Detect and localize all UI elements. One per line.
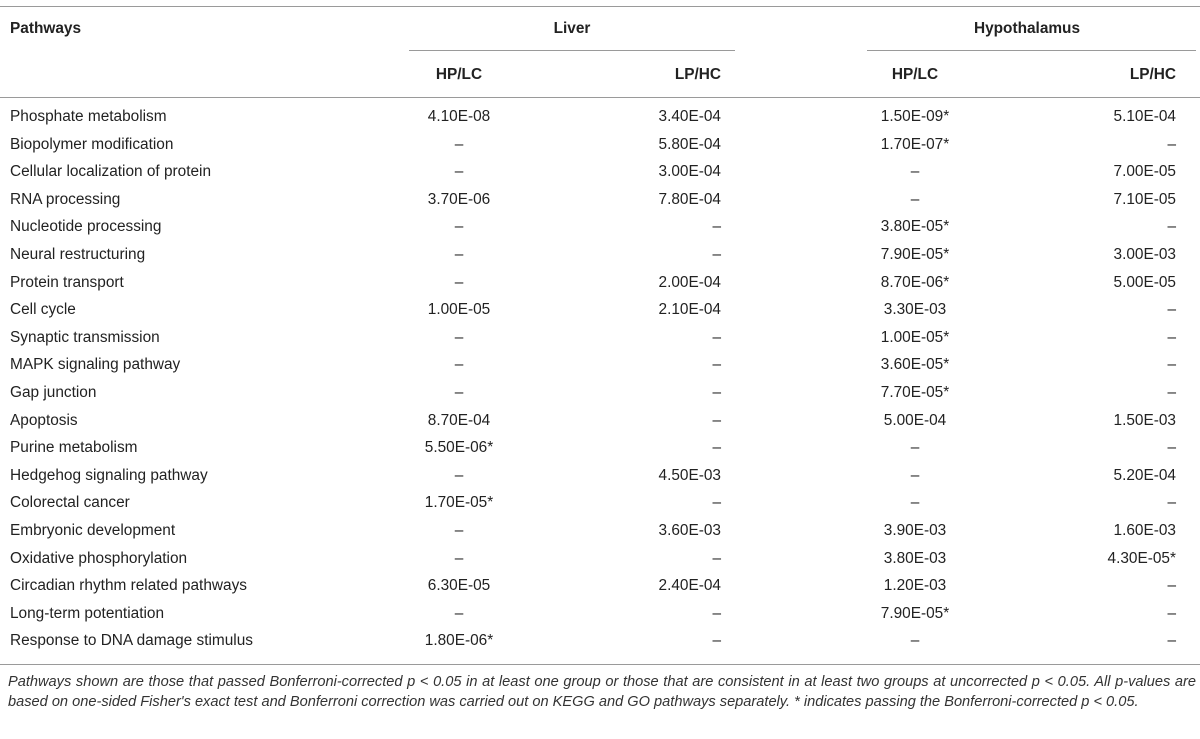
pathway-name: Cell cycle: [10, 301, 76, 318]
cell-liver-hp-lc: 3.70E-06: [427, 191, 491, 208]
cell-liver-lp-hc: 3.00E-04: [658, 163, 721, 180]
pathway-name: Response to DNA damage stimulus: [10, 632, 253, 649]
cell-liver-lp-hc: –: [712, 329, 721, 346]
cell-liver-lp-hc: –: [712, 550, 721, 567]
cell-hypo-lp-hc: 1.50E-03: [1113, 412, 1176, 429]
pathway-name: MAPK signaling pathway: [10, 356, 181, 373]
cell-liver-lp-hc: 2.10E-04: [658, 301, 721, 318]
cell-liver-lp-hc: –: [712, 356, 721, 373]
cell-hypo-hp-lc: –: [910, 439, 920, 456]
pathway-name: Hedgehog signaling pathway: [10, 467, 208, 484]
cell-hypo-lp-hc: –: [1167, 439, 1176, 456]
cell-hypo-lp-hc: 7.00E-05: [1113, 163, 1176, 180]
cell-hypo-lp-hc: –: [1167, 605, 1176, 622]
header-liver: Liver: [553, 20, 591, 37]
cell-liver-hp-lc: –: [454, 550, 464, 567]
cell-liver-hp-lc: –: [454, 605, 464, 622]
subheader-liver-hp-lc: HP/LC: [435, 66, 483, 83]
cell-liver-hp-lc: –: [454, 163, 464, 180]
cell-liver-hp-lc: 1.70E-05*: [424, 494, 494, 511]
cell-hypo-hp-lc: 3.80E-03: [883, 550, 947, 567]
pathway-name: Cellular localization of protein: [10, 163, 212, 180]
cell-liver-lp-hc: 2.00E-04: [658, 274, 721, 291]
cell-hypo-hp-lc: 3.90E-03: [883, 522, 947, 539]
pathway-name: Circadian rhythm related pathways: [10, 577, 247, 594]
pathway-name: Embryonic development: [10, 522, 176, 539]
cell-liver-lp-hc: –: [712, 218, 721, 235]
cell-hypo-hp-lc: –: [910, 191, 920, 208]
cell-hypo-hp-lc: 7.90E-05*: [880, 246, 950, 263]
cell-liver-lp-hc: 5.80E-04: [658, 136, 721, 153]
cell-hypo-hp-lc: –: [910, 163, 920, 180]
cell-liver-hp-lc: –: [454, 246, 464, 263]
cell-hypo-lp-hc: –: [1167, 301, 1176, 318]
cell-hypo-lp-hc: 4.30E-05*: [1107, 550, 1176, 567]
cell-liver-hp-lc: 4.10E-08: [427, 108, 491, 125]
cell-hypo-hp-lc: 7.90E-05*: [880, 605, 950, 622]
subheader-liver-lp-hc: LP/HC: [674, 66, 721, 83]
cell-hypo-lp-hc: 3.00E-03: [1113, 246, 1176, 263]
cell-liver-lp-hc: –: [712, 246, 721, 263]
cell-hypo-lp-hc: 5.20E-04: [1113, 467, 1176, 484]
pathway-name: Colorectal cancer: [10, 494, 130, 511]
cell-liver-lp-hc: 2.40E-04: [658, 577, 721, 594]
pathway-name: Protein transport: [10, 274, 124, 291]
table-footnote: Pathways shown are those that passed Bonferroni-corrected p < 0.05 in at least one group or those that are consistent in at least two groups at uncorrected p < 0.05. All p-values are based on one-sided Fisher's exact test and Bonferroni correction was carried out on KEGG and GO pathways separately. * indicates passing the Bonferroni-corrected p < 0.05.: [8, 674, 1196, 710]
pathway-name: Nucleotide processing: [10, 218, 162, 235]
cell-liver-hp-lc: –: [454, 136, 464, 153]
pathway-name: Apoptosis: [10, 412, 78, 429]
cell-hypo-hp-lc: 1.00E-05*: [880, 329, 950, 346]
pathway-name: Purine metabolism: [10, 439, 138, 456]
pathway-name: Gap junction: [10, 384, 97, 401]
cell-hypo-hp-lc: 8.70E-06*: [880, 274, 950, 291]
cell-hypo-hp-lc: 1.70E-07*: [880, 136, 950, 153]
cell-hypo-lp-hc: –: [1167, 632, 1176, 649]
cell-hypo-lp-hc: 7.10E-05: [1113, 191, 1176, 208]
cell-liver-hp-lc: –: [454, 384, 464, 401]
cell-hypo-hp-lc: 1.20E-03: [883, 577, 947, 594]
cell-liver-hp-lc: –: [454, 218, 464, 235]
cell-liver-lp-hc: 4.50E-03: [658, 467, 721, 484]
cell-liver-hp-lc: 1.00E-05: [427, 301, 491, 318]
top-rule: [0, 6, 1200, 7]
cell-hypo-hp-lc: –: [910, 632, 920, 649]
cell-liver-hp-lc: –: [454, 522, 464, 539]
cell-liver-lp-hc: –: [712, 412, 721, 429]
cell-hypo-lp-hc: –: [1167, 329, 1176, 346]
header-rule: [0, 97, 1200, 98]
cell-liver-hp-lc: –: [454, 329, 464, 346]
cell-liver-lp-hc: 3.40E-04: [658, 108, 721, 125]
cell-hypo-lp-hc: –: [1167, 356, 1176, 373]
cell-liver-hp-lc: 6.30E-05: [427, 577, 491, 594]
cell-hypo-lp-hc: –: [1167, 384, 1176, 401]
pathway-name: Oxidative phosphorylation: [10, 550, 188, 567]
pathway-name: Synaptic transmission: [10, 329, 160, 346]
cell-liver-hp-lc: 1.80E-06*: [424, 632, 494, 649]
cell-liver-lp-hc: –: [712, 494, 721, 511]
cell-hypo-hp-lc: –: [910, 494, 920, 511]
cell-liver-lp-hc: –: [712, 384, 721, 401]
cell-liver-lp-hc: –: [712, 605, 721, 622]
cell-hypo-lp-hc: 5.10E-04: [1113, 108, 1176, 125]
cell-hypo-lp-hc: 5.00E-05: [1113, 274, 1176, 291]
hypothalamus-group-rule: [867, 50, 1196, 51]
cell-liver-hp-lc: 5.50E-06*: [424, 439, 494, 456]
cell-liver-lp-hc: 3.60E-03: [658, 522, 721, 539]
cell-liver-lp-hc: 7.80E-04: [658, 191, 721, 208]
pathway-name: Phosphate metabolism: [10, 108, 167, 125]
liver-group-rule: [409, 50, 735, 51]
cell-liver-hp-lc: –: [454, 274, 464, 291]
header-pathways: Pathways: [10, 20, 82, 37]
cell-liver-hp-lc: 8.70E-04: [427, 412, 491, 429]
cell-hypo-lp-hc: 1.60E-03: [1113, 522, 1176, 539]
cell-liver-lp-hc: –: [712, 632, 721, 649]
cell-hypo-lp-hc: –: [1167, 577, 1176, 594]
header-hypothalamus: Hypothalamus: [973, 20, 1081, 37]
cell-liver-lp-hc: –: [712, 439, 721, 456]
pathway-name: Biopolymer modification: [10, 136, 174, 153]
pathway-name: Long-term potentiation: [10, 605, 165, 622]
subheader-hypo-hp-lc: HP/LC: [891, 66, 939, 83]
cell-hypo-hp-lc: 7.70E-05*: [880, 384, 950, 401]
cell-hypo-hp-lc: 3.30E-03: [883, 301, 947, 318]
cell-hypo-hp-lc: 3.80E-05*: [880, 218, 950, 235]
cell-hypo-lp-hc: –: [1167, 218, 1176, 235]
cell-hypo-hp-lc: 5.00E-04: [883, 412, 947, 429]
cell-hypo-lp-hc: –: [1167, 494, 1176, 511]
bottom-rule: [0, 664, 1200, 665]
cell-hypo-hp-lc: 3.60E-05*: [880, 356, 950, 373]
cell-hypo-lp-hc: –: [1167, 136, 1176, 153]
cell-liver-hp-lc: –: [454, 467, 464, 484]
cell-liver-hp-lc: –: [454, 356, 464, 373]
subheader-hypo-lp-hc: LP/HC: [1129, 66, 1176, 83]
cell-hypo-hp-lc: –: [910, 467, 920, 484]
pathway-name: Neural restructuring: [10, 246, 146, 263]
cell-hypo-hp-lc: 1.50E-09*: [880, 108, 950, 125]
pathway-name: RNA processing: [10, 191, 121, 208]
